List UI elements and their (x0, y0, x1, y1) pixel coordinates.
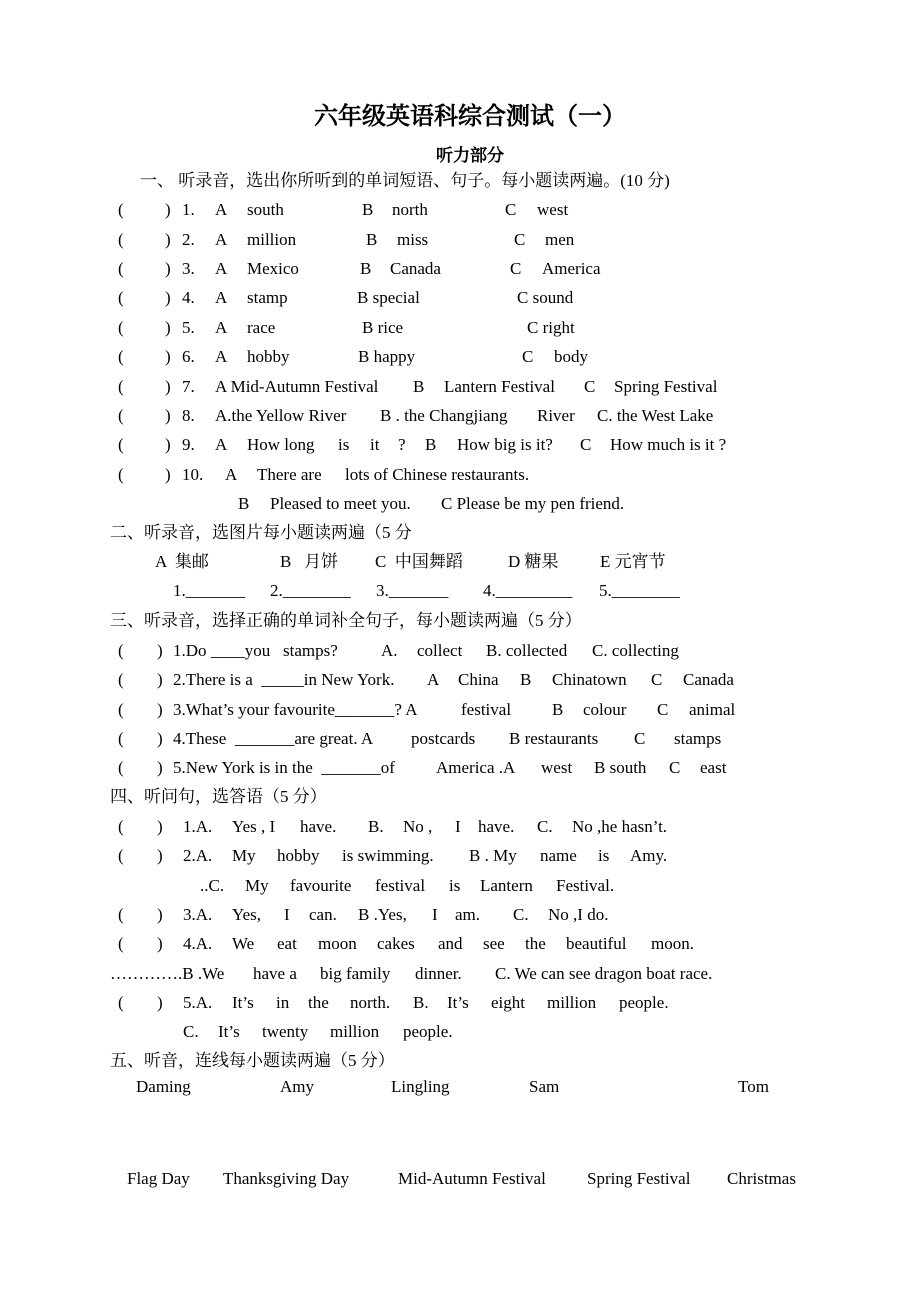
question-text: east (700, 758, 727, 777)
question-text: C (634, 729, 646, 748)
question-text: B (360, 259, 372, 278)
section-heading: 三、听录音，选择正确的单词补全句子，每小题读两遍（5 分） (110, 611, 582, 630)
question-text: ) (157, 729, 163, 748)
question-text: am. (455, 905, 481, 924)
question-text: No , (403, 817, 433, 836)
question-text: ( (118, 700, 124, 719)
question-text: A (215, 259, 228, 278)
question-text: ( (118, 435, 124, 454)
question-text: million (330, 1022, 380, 1041)
question-text: 4. (182, 288, 195, 307)
question-text: It’s (232, 993, 254, 1012)
question-text: ) (165, 288, 171, 307)
question-text: ) (165, 377, 171, 396)
question-text: ( (118, 817, 124, 836)
question-text: B. (368, 817, 384, 836)
question-text: ( (118, 318, 124, 337)
question-text: ) (157, 934, 163, 953)
question-text: Pleased to meet you. (270, 494, 411, 513)
question-text: ( (118, 288, 124, 307)
question-text: ………….B .We (110, 964, 225, 983)
question-text: ) (165, 230, 171, 249)
question-text: the (525, 934, 546, 953)
question-text: I (432, 905, 438, 924)
question-text: C. (513, 905, 529, 924)
question-text: B (425, 435, 437, 454)
question-text: C (584, 377, 596, 396)
question-text: C. (537, 817, 553, 836)
question-text: A (427, 670, 440, 689)
question-text: million (547, 993, 597, 1012)
question-text: twenty (262, 1022, 309, 1041)
question-text: It’s (447, 993, 469, 1012)
question-text: China (458, 670, 499, 689)
question-text: A (225, 465, 238, 484)
question-text: ( (118, 993, 124, 1012)
page-subtitle: 听力部分 (436, 146, 504, 165)
question-text: Tom (738, 1077, 769, 1096)
question-text: B special (357, 288, 420, 307)
question-text: big family (320, 964, 391, 983)
question-text: postcards (411, 729, 476, 748)
question-text: and (438, 934, 463, 953)
question-text: it (370, 435, 380, 454)
question-text: C sound (517, 288, 574, 307)
question-text: It’s (218, 1022, 240, 1041)
question-text: C (580, 435, 592, 454)
question-text: B (238, 494, 250, 513)
question-text: hobby (277, 846, 320, 865)
question-text: ( (118, 641, 124, 660)
question-text: 3.What’s your favourite_______? A (173, 700, 418, 719)
question-text: B south (594, 758, 647, 777)
question-text: A 集邮 (155, 552, 209, 571)
question-text: Sam (529, 1077, 560, 1096)
question-text: moon (318, 934, 357, 953)
question-text: name (540, 846, 577, 865)
question-text: ) (157, 993, 163, 1012)
question-text: 5.A. (183, 993, 213, 1012)
question-text: B. (413, 993, 429, 1012)
question-text: B. collected (486, 641, 568, 660)
question-text: C. We can see dragon boat race. (495, 964, 713, 983)
question-text: 8. (182, 406, 195, 425)
question-text: Daming (136, 1077, 191, 1096)
question-text: C Please be my pen friend. (441, 494, 625, 513)
question-text: stamps (674, 729, 722, 748)
question-text: My (232, 846, 256, 865)
question-text: ) (165, 200, 171, 219)
question-text: ) (165, 318, 171, 337)
question-text: A (215, 230, 228, 249)
question-text: have a (253, 964, 297, 983)
question-text: How long (247, 435, 315, 454)
question-text: My (245, 876, 269, 895)
question-text: B (413, 377, 425, 396)
question-text: B (366, 230, 378, 249)
question-text: B 月饼 (280, 552, 339, 571)
question-text: ( (118, 200, 124, 219)
question-text: favourite (290, 876, 352, 895)
question-text: 1._______ (173, 581, 246, 600)
question-text: ) (165, 435, 171, 454)
question-text: have. (478, 817, 515, 836)
question-text: ) (157, 670, 163, 689)
question-text: How much is it ? (610, 435, 727, 454)
question-text: 4._________ (483, 581, 573, 600)
question-text: 3.A. (183, 905, 213, 924)
question-text: 3._______ (376, 581, 449, 600)
question-text: north (392, 200, 428, 219)
question-text: west (541, 758, 573, 777)
question-text: ) (157, 846, 163, 865)
question-text: west (537, 200, 569, 219)
question-text: is (449, 876, 461, 895)
question-text: C. (183, 1022, 199, 1041)
question-text: Thanksgiving Day (223, 1169, 350, 1188)
question-text: animal (689, 700, 736, 719)
question-text: ( (118, 846, 124, 865)
question-text: ) (157, 700, 163, 719)
question-text: 2.A. (183, 846, 213, 865)
question-text: Lantern (480, 876, 533, 895)
question-text: is (598, 846, 610, 865)
question-text: C (657, 700, 669, 719)
question-text: Festival. (556, 876, 615, 895)
question-text: Flag Day (127, 1169, 190, 1188)
question-text: A.the Yellow River (215, 406, 347, 425)
question-text: festival (375, 876, 426, 895)
question-text: C right (527, 318, 575, 337)
question-text: 1.Do ____you stamps? (173, 641, 338, 660)
question-text: hobby (247, 347, 290, 366)
question-text: south (247, 200, 284, 219)
question-text: Mid-Autumn Festival (398, 1169, 546, 1188)
question-text: A (215, 347, 228, 366)
question-text: men (545, 230, 575, 249)
question-text: is (338, 435, 350, 454)
section-heading: 五、听音，连线每小题读两遍（5 分） (110, 1051, 395, 1070)
question-text: B rice (362, 318, 404, 337)
question-text: Lingling (391, 1077, 450, 1096)
question-text: A (215, 318, 228, 337)
question-text: 9. (182, 435, 195, 454)
question-text: B . My (469, 846, 517, 865)
question-text: ( (118, 406, 124, 425)
question-text: 7. (182, 377, 195, 396)
question-text: miss (397, 230, 429, 249)
question-text: is swimming. (342, 846, 434, 865)
question-text: ( (118, 259, 124, 278)
question-text: people. (403, 1022, 453, 1041)
question-text: 5.New York is in the _______of (173, 758, 395, 777)
question-text: ( (118, 729, 124, 748)
question-text: C. collecting (592, 641, 679, 660)
question-text: Lantern Festival (444, 377, 555, 396)
question-text: C (505, 200, 517, 219)
question-text: eight (491, 993, 525, 1012)
question-text: There are (257, 465, 322, 484)
question-text: festival (461, 700, 512, 719)
question-text: ( (118, 377, 124, 396)
question-text: B (362, 200, 374, 219)
question-text: River (537, 406, 575, 425)
question-text: 3. (182, 259, 195, 278)
question-text: ( (118, 230, 124, 249)
question-text: E 元宵节 (600, 552, 666, 571)
question-text: colour (583, 700, 627, 719)
question-text: ( (118, 670, 124, 689)
question-text: north. (350, 993, 391, 1012)
question-text: We (232, 934, 255, 953)
question-text: Yes , I (232, 817, 276, 836)
question-text: Amy. (630, 846, 668, 865)
question-text: B (520, 670, 532, 689)
question-text: ) (157, 758, 163, 777)
question-text: 2.________ (270, 581, 351, 600)
question-text: moon. (651, 934, 694, 953)
question-text: collect (417, 641, 463, 660)
question-text: Christmas (727, 1169, 796, 1188)
question-text: B restaurants (509, 729, 599, 748)
question-text: 2.There is a _____in New York. (173, 670, 395, 689)
question-text: ) (165, 259, 171, 278)
question-text: 5. (182, 318, 195, 337)
question-text: cakes (377, 934, 415, 953)
question-text: ..C. (200, 876, 225, 895)
page-title: 六年级英语科综合测试（一） (314, 104, 626, 130)
question-text: D 糖果 (508, 552, 559, 571)
question-text: Chinatown (552, 670, 627, 689)
question-text: eat (277, 934, 297, 953)
question-text: 2. (182, 230, 195, 249)
question-text: 4.A. (183, 934, 213, 953)
question-text: Spring Festival (614, 377, 718, 396)
question-text: A Mid-Autumn Festival (215, 377, 379, 396)
question-text: A. (381, 641, 398, 660)
question-text: Spring Festival (587, 1169, 691, 1188)
question-text: ( (118, 758, 124, 777)
question-text: stamp (247, 288, 288, 307)
question-text: ( (118, 465, 124, 484)
question-text: ) (165, 347, 171, 366)
question-text: the (308, 993, 329, 1012)
question-text: ) (157, 641, 163, 660)
section-heading: 四、听问句，选答语（5 分） (110, 787, 327, 806)
question-text: A (215, 288, 228, 307)
question-text: ) (165, 465, 171, 484)
question-text: ( (118, 934, 124, 953)
question-text: Mexico (247, 259, 299, 278)
question-text: 4.These _______are great. A (173, 729, 374, 748)
question-text: Amy (280, 1077, 314, 1096)
question-text: people. (619, 993, 669, 1012)
question-text: ( (118, 347, 124, 366)
question-text: B .Yes, (358, 905, 407, 924)
question-text: 10. (182, 465, 204, 484)
question-text: C (522, 347, 534, 366)
question-text: America .A (436, 758, 516, 777)
question-text: B happy (358, 347, 416, 366)
question-text: 1. (182, 200, 195, 219)
question-text: lots of Chinese restaurants. (345, 465, 530, 484)
question-text: ) (165, 406, 171, 425)
question-text: ( (118, 905, 124, 924)
section-heading: 二、听录音，选图片每小题读两遍（5 分 (110, 523, 412, 542)
question-text: dinner. (415, 964, 462, 983)
question-text: A (215, 435, 228, 454)
question-text: C 中国舞蹈 (375, 552, 463, 571)
section-heading: 一、 听录音，选出你所听到的单词短语、句子。每小题读两遍。(10 分) (140, 171, 670, 190)
question-text: America (542, 259, 601, 278)
question-text: in (276, 993, 290, 1012)
question-text: I (284, 905, 290, 924)
question-text: How big is it? (457, 435, 553, 454)
question-text: Canada (390, 259, 441, 278)
question-text: body (554, 347, 588, 366)
question-text: I (455, 817, 461, 836)
question-text: ) (157, 817, 163, 836)
question-text: C (669, 758, 681, 777)
question-text: ? (398, 435, 406, 454)
question-text: race (247, 318, 276, 337)
question-text: have. (300, 817, 337, 836)
question-text: 6. (182, 347, 195, 366)
question-text: C (510, 259, 522, 278)
question-text: 5.________ (599, 581, 680, 600)
question-text: B (552, 700, 564, 719)
question-text: ) (157, 905, 163, 924)
question-text: C (651, 670, 663, 689)
question-text: A (215, 200, 228, 219)
question-text: can. (309, 905, 337, 924)
question-text: Canada (683, 670, 734, 689)
question-text: see (483, 934, 505, 953)
question-text: million (247, 230, 297, 249)
question-text: beautiful (566, 934, 627, 953)
question-text: 1.A. (183, 817, 213, 836)
question-text: C. the West Lake (597, 406, 714, 425)
question-text: B . the Changjiang (380, 406, 508, 425)
question-text: No ,I do. (548, 905, 609, 924)
question-text: No ,he hasn’t. (572, 817, 668, 836)
question-text: Yes, (232, 905, 261, 924)
question-text: C (514, 230, 526, 249)
